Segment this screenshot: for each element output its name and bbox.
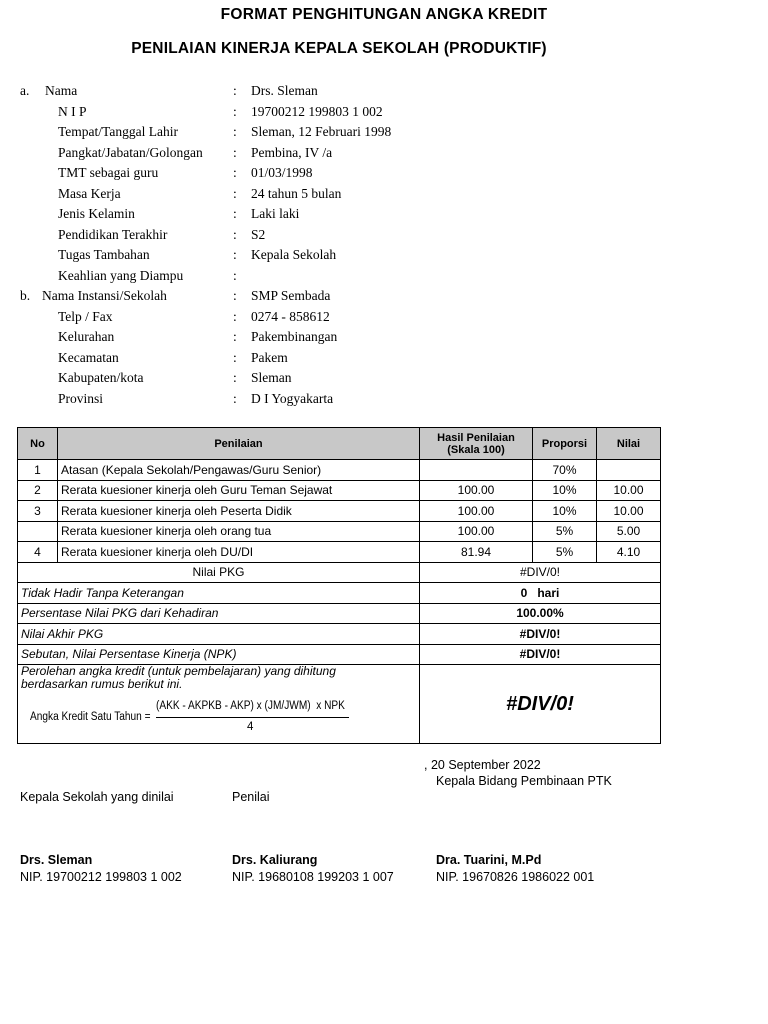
info-value: Sleman, 12 Februari 1998 <box>251 124 392 139</box>
persentase-label: Persentase Nilai PKG dari Kehadiran <box>18 603 420 624</box>
signer-3-name: Dra. Tuarini, M.Pd <box>436 853 542 867</box>
nilai-akhir-label: Nilai Akhir PKG <box>18 624 420 645</box>
row-hasil: 100.00 <box>420 521 533 542</box>
row-nilai: 4.10 <box>597 542 661 563</box>
info-row-jenis-kelamin <box>0 206 768 226</box>
row-nilai: 10.00 <box>597 480 661 501</box>
header-hasil <box>420 428 533 460</box>
info-row-keahlian <box>0 268 768 288</box>
info-value: 24 tahun 5 bulan <box>251 185 342 201</box>
section-a-marker: a. <box>20 83 30 98</box>
info-row-tugas <box>0 247 768 267</box>
info-row-instansi <box>0 288 768 308</box>
info-value: Sleman <box>251 370 292 385</box>
signer-2-name: Drs. Kaliurang <box>232 853 318 867</box>
row-penilaian: Rerata kuesioner kinerja oleh orang tua <box>58 521 420 542</box>
info-colon: : <box>233 329 237 344</box>
nilai-pkg-label: Nilai PKG <box>18 562 420 583</box>
info-label: Jenis Kelamin <box>58 206 135 221</box>
info-row-masa-kerja <box>0 186 768 206</box>
info-label: Tempat/Tanggal Lahir <box>58 124 178 139</box>
table-header-row <box>18 428 661 460</box>
tidak-hadir-row <box>18 583 661 604</box>
info-value: D I Yogyakarta <box>251 390 334 406</box>
info-value: Drs. Sleman <box>251 83 318 98</box>
nilai-pkg-value: #DIV/0! <box>420 562 661 583</box>
info-row-telp <box>0 309 768 329</box>
row-no: 2 <box>18 480 58 501</box>
info-colon: : <box>233 206 237 221</box>
info-colon: : <box>233 308 237 324</box>
info-row-tmt <box>0 165 768 185</box>
assessment-table <box>17 427 661 744</box>
formula-lhs: Angka Kredit Satu Tahun = <box>30 711 151 723</box>
table-row <box>18 501 661 522</box>
info-colon: : <box>233 144 237 160</box>
row-nilai: 10.00 <box>597 501 661 522</box>
row-no: 3 <box>18 501 58 522</box>
row-no: 4 <box>18 542 58 563</box>
sebutan-row <box>18 644 661 665</box>
row-penilaian: Rerata kuesioner kinerja oleh DU/DI <box>58 542 420 563</box>
info-row-nama <box>0 83 768 103</box>
table-row <box>18 460 661 481</box>
row-hasil: 81.94 <box>420 542 533 563</box>
info-label: Nama Instansi/Sekolah <box>42 288 167 303</box>
info-label: Masa Kerja <box>58 185 121 201</box>
row-hasil: 100.00 <box>420 501 533 522</box>
row-proporsi: 5% <box>533 521 597 542</box>
info-value: Pembina, IV /a <box>251 144 333 160</box>
formula-denominator: 4 <box>247 721 254 733</box>
header-hasil-line1: Hasil Penilaian <box>437 431 515 444</box>
info-label: N I P <box>58 103 87 119</box>
signature-date: , 20 September 2022 <box>424 758 541 772</box>
perolehan-text <box>21 665 336 691</box>
section-b-marker: b. <box>20 288 31 303</box>
row-proporsi: 10% <box>533 480 597 501</box>
tidak-hadir-value: 0 hari <box>420 583 661 604</box>
penilai-title: Penilai <box>232 790 270 804</box>
info-row-provinsi <box>0 391 768 411</box>
info-label: Kabupaten/kota <box>58 370 144 385</box>
row-penilaian: Atasan (Kepala Sekolah/Pengawas/Guru Senior) <box>58 460 420 481</box>
row-proporsi: 70% <box>533 460 597 481</box>
info-colon: : <box>233 247 237 262</box>
info-label: Nama <box>45 83 78 98</box>
info-value: Pakem <box>251 349 288 365</box>
info-value: Laki laki <box>251 206 300 221</box>
persentase-value: 100.00% <box>420 603 661 624</box>
result-value: #DIV/0! <box>420 665 661 744</box>
kepala-bidang-title: Kepala Bidang Pembinaan PTK <box>436 774 612 788</box>
signer-1-nip: NIP. 19700212 199803 1 002 <box>20 870 182 884</box>
info-label: TMT sebagai guru <box>58 165 159 180</box>
info-colon: : <box>233 370 237 385</box>
info-row-pendidikan <box>0 227 768 247</box>
formula-row <box>18 665 661 744</box>
info-label: Pendidikan Terakhir <box>58 226 168 242</box>
signer-1-name: Drs. Sleman <box>20 853 93 867</box>
row-nilai: 5.00 <box>597 521 661 542</box>
info-row-kecamatan <box>0 350 768 370</box>
header-proporsi: Proporsi <box>533 428 597 460</box>
header-hasil-line2: (Skala 100) <box>447 443 505 456</box>
info-row-kabupaten <box>0 370 768 390</box>
signer-2-nip: NIP. 19680108 199203 1 007 <box>232 870 394 884</box>
info-value: 01/03/1998 <box>251 165 313 180</box>
header-nilai: Nilai <box>597 428 661 460</box>
row-proporsi: 5% <box>533 542 597 563</box>
info-colon: : <box>233 288 237 303</box>
info-label: Kecamatan <box>58 349 119 365</box>
info-row-kelurahan <box>0 329 768 349</box>
row-proporsi: 10% <box>533 501 597 522</box>
header-no: No <box>18 428 58 460</box>
formula-numerator: (AKK - AKPKB - AKP) x (JM/JWM) x NPK <box>156 700 345 712</box>
info-value: SMP Sembada <box>251 288 331 303</box>
info-label: Provinsi <box>58 390 104 406</box>
info-row-ttl <box>0 124 768 144</box>
table-row <box>18 521 661 542</box>
row-no <box>18 521 58 542</box>
info-colon: : <box>233 349 237 365</box>
info-colon: : <box>233 390 237 406</box>
perolehan-line2: berdasarkan rumus berikut ini. <box>21 677 183 691</box>
nilai-akhir-value: #DIV/0! <box>420 624 661 645</box>
row-no: 1 <box>18 460 58 481</box>
info-value: 19700212 199803 1 002 <box>251 103 383 119</box>
table-row <box>18 480 661 501</box>
info-colon: : <box>233 83 237 98</box>
row-nilai <box>597 460 661 481</box>
info-colon: : <box>233 103 237 119</box>
formula-fraction-bar <box>156 717 349 718</box>
formula-cell <box>18 665 420 744</box>
sebutan-label: Sebutan, Nilai Persentase Kinerja (NPK) <box>18 644 420 665</box>
info-row-pangkat <box>0 145 768 165</box>
perolehan-line1: Perolehan angka kredit (untuk pembelajaran) yang dihitung <box>21 664 336 678</box>
info-label: Keahlian yang Diampu <box>58 267 184 283</box>
info-value: 0274 - 858612 <box>251 308 330 324</box>
row-penilaian: Rerata kuesioner kinerja oleh Peserta Didik <box>58 501 420 522</box>
info-colon: : <box>233 165 237 180</box>
sebutan-value: #DIV/0! <box>420 644 661 665</box>
table-row <box>18 542 661 563</box>
document-subtitle: PENILAIAN KINERJA KEPALA SEKOLAH (PRODUKTIF) <box>131 40 547 57</box>
info-row-nip <box>0 104 768 124</box>
info-value: Pakembinangan <box>251 329 338 344</box>
header-penilaian: Penilaian <box>58 428 420 460</box>
info-label: Telp / Fax <box>58 308 113 324</box>
info-value: S2 <box>251 226 266 242</box>
row-hasil <box>420 460 533 481</box>
info-colon: : <box>233 185 237 201</box>
info-colon: : <box>233 226 237 242</box>
info-label: Kelurahan <box>58 329 115 344</box>
row-penilaian: Rerata kuesioner kinerja oleh Guru Teman Sejawat <box>58 480 420 501</box>
signer-3-nip: NIP. 19670826 1986022 001 <box>436 870 595 884</box>
nilai-akhir-row <box>18 624 661 645</box>
info-colon: : <box>233 267 237 283</box>
nilai-pkg-row <box>18 562 661 583</box>
info-colon: : <box>233 124 237 139</box>
info-value: Kepala Sekolah <box>251 247 337 262</box>
info-label: Tugas Tambahan <box>58 247 150 262</box>
persentase-row <box>18 603 661 624</box>
row-hasil: 100.00 <box>420 480 533 501</box>
document-title: FORMAT PENGHITUNGAN ANGKA KREDIT <box>220 6 548 23</box>
info-label: Pangkat/Jabatan/Golongan <box>58 144 203 160</box>
kepala-sekolah-title: Kepala Sekolah yang dinilai <box>20 790 174 804</box>
tidak-hadir-label: Tidak Hadir Tanpa Keterangan <box>18 583 420 604</box>
